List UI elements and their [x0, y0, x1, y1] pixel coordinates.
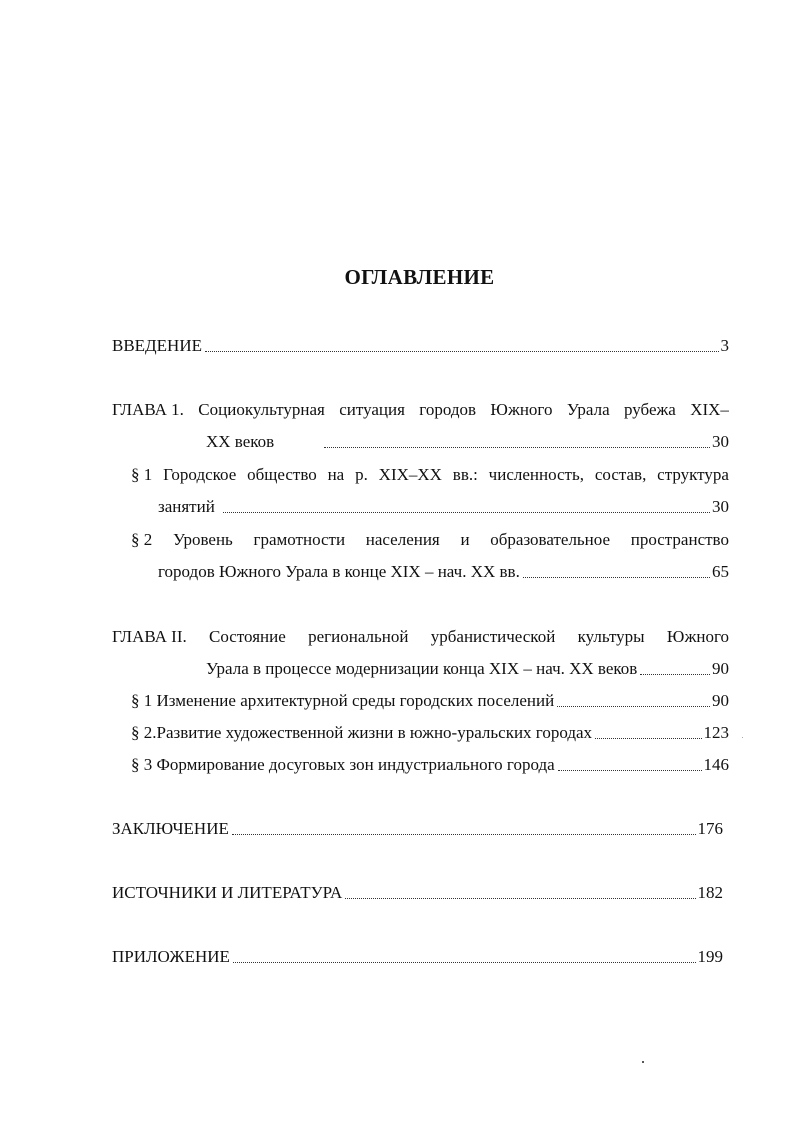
heading-word: ГЛАВА II.: [112, 627, 187, 646]
heading-word: региональной: [308, 627, 409, 646]
toc-entry-intro[interactable]: [112, 336, 729, 356]
chapter1-heading-line1[interactable]: [112, 400, 729, 420]
dot-leader: [205, 351, 719, 352]
toc-entry-label: § 2.Развитие художественной жизни в южно-уральских городах: [131, 723, 593, 742]
ch1-section1-line2[interactable]: [158, 497, 729, 517]
heading-word: Южного: [666, 627, 729, 646]
heading-word: Состояние: [209, 627, 286, 646]
dot-leader: [523, 577, 710, 578]
section-word: на: [327, 465, 345, 484]
toc-page-number: 199: [697, 947, 723, 966]
section-word: грамотности: [253, 530, 346, 549]
dot-leader: [324, 447, 710, 448]
dot-leader: [345, 898, 695, 899]
toc-entry-label: занятий: [158, 497, 215, 516]
toc-page-number: 90: [712, 691, 729, 710]
toc-page-number: 3: [720, 336, 729, 355]
heading-word: городов: [419, 400, 477, 419]
section-word: численность,: [488, 465, 584, 484]
section-word: р.: [355, 465, 368, 484]
heading-word: ситуация: [339, 400, 405, 419]
ch1-section2-line2[interactable]: [158, 562, 729, 582]
section-word: и: [460, 530, 470, 549]
heading-word: урбанистической: [430, 627, 556, 646]
toc-entry-label: ИСТОЧНИКИ И ЛИТЕРАТУРА: [112, 883, 343, 902]
toc-page-number: 123: [703, 723, 729, 742]
heading-word: Урала: [566, 400, 610, 419]
heading-word: культуры: [577, 627, 645, 646]
heading-word: Южного: [490, 400, 553, 419]
section-word: пространство: [630, 530, 729, 549]
section-word: Уровень: [172, 530, 233, 549]
ch2-section2[interactable]: [131, 723, 729, 743]
toc-page-number: 146: [703, 755, 729, 774]
toc-page-number: 30: [712, 432, 729, 451]
toc-entry-conclusion[interactable]: [112, 819, 723, 839]
dot-leader: [233, 962, 696, 963]
toc-entry-label: § 1 Изменение архитектурной среды городских поселений: [131, 691, 555, 710]
dot-leader: [595, 738, 701, 739]
ch1-section2-line1[interactable]: [131, 530, 729, 550]
toc-page-number: 65: [712, 562, 729, 581]
section-word: § 2: [131, 530, 153, 549]
toc-entry-label: XX веков: [206, 432, 275, 451]
heading-word: XIX–: [690, 400, 729, 419]
toc-entry-label: ПРИЛОЖЕНИЕ: [112, 947, 230, 966]
toc-page-number: 30: [712, 497, 729, 516]
chapter2-heading-line1[interactable]: [112, 627, 729, 647]
chapter2-heading-line2[interactable]: [206, 659, 729, 679]
section-word: XIX–XX: [378, 465, 442, 484]
dot-leader: [223, 512, 710, 513]
heading-word: рубежа: [624, 400, 676, 419]
section-word: вв.:: [452, 465, 478, 484]
dot-leader: [232, 834, 696, 835]
section-word: образовательное: [490, 530, 611, 549]
ch2-section3[interactable]: [131, 755, 729, 775]
ch2-section1[interactable]: [131, 691, 729, 711]
section-word: состав,: [594, 465, 647, 484]
dot-leader: [558, 770, 702, 771]
toc-page-number: 90: [712, 659, 729, 678]
scan-speck: [642, 1061, 644, 1063]
section-word: населения: [365, 530, 440, 549]
toc-entry-label: ЗАКЛЮЧЕНИЕ: [112, 819, 229, 838]
toc-entry-label: городов Южного Урала в конце XIX – нач. XX вв.: [158, 562, 520, 581]
section-word: общество: [247, 465, 317, 484]
toc-title: ОГЛАВЛЕНИЕ: [344, 265, 495, 289]
section-word: структура: [657, 465, 729, 484]
chapter1-heading-line2[interactable]: [206, 432, 729, 452]
toc-entry-label: ВВЕДЕНИЕ: [112, 336, 202, 355]
toc-page-number: 176: [697, 819, 723, 838]
dot-leader: [557, 706, 710, 707]
ch1-section1-line1[interactable]: [131, 465, 729, 485]
toc-entry-label: Урала в процессе модернизации конца XIX – нач. XX веков: [206, 659, 638, 678]
toc-entry-sources[interactable]: [112, 883, 723, 903]
heading-word: ГЛАВА 1.: [112, 400, 184, 419]
toc-entry-label: § 3 Формирование досуговых зон индустриального города: [131, 755, 555, 774]
section-word: § 1: [131, 465, 153, 484]
heading-word: Социокультурная: [198, 400, 325, 419]
scan-speck: [742, 737, 743, 738]
section-word: Городское: [163, 465, 237, 484]
toc-entry-appendix[interactable]: [112, 947, 723, 967]
dot-leader: [640, 674, 710, 675]
toc-page-number: 182: [697, 883, 723, 902]
